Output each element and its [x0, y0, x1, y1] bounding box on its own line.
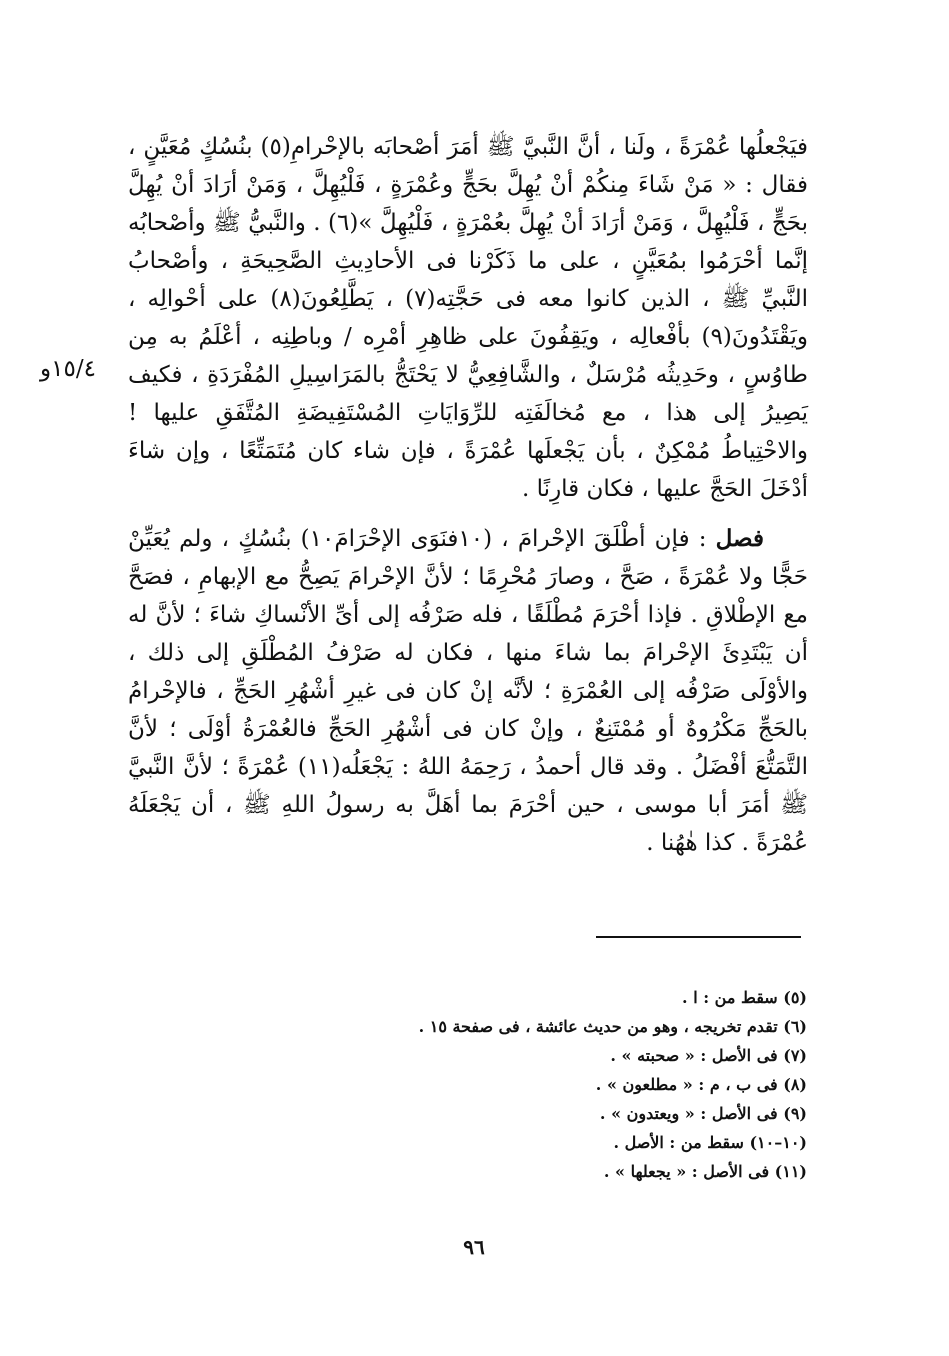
footnotes	[300, 983, 807, 1186]
footnote-10: (١٠–١٠) سقط من : الأصل .	[613, 1133, 807, 1152]
paragraph-2-text: : فإن أطْلَقَ الإحْرامَ ، (١٠فنَوَى الإحْرَامَ١٠) بنُسُكٍ ، ولم يُعَيِّنْ حَجًّا ولا عُمْرَةً ، صَحَّ ، وصارَ مُحْرِمًا ؛ لأنَّ الإحْرامَ يَصِحُّ مع الإبهامِ ، فصَحَّ مع الإطْلاقِ . فإذا أحْرَمَ مُطْلَقًا ، فله صَرْفُه إلى أىِّ الأنْساكِ شاءَ ؛ لأنَّ له أن يَبْتَدِئَ الإحْرامَ بما شاءَ منها ، فكان له صَرْفُ المُطْلَقِ إلى ذلك ، والأوْلَى صَرْفُه إلى العُمْرَةِ ؛ لأنَّه إنْ كان فى غيرِ أشْهُرِ الحَجِّ ، فالإحْرامُ بالحَجِّ مَكْرُوهٌ أو مُمْتَنِعٌ ، وإنْ كان فى أشْهُرِ الحَجِّ فالعُمْرَةُ أوْلَى ؛ لأنَّ التَّمَتُّعَ أفْضَلُ . وقد قال أحمدُ ، رَحِمَهُ اللهُ : يَجْعَلُه(١١) عُمْرَةً ؛ لأنَّ النَّبيَّ ﷺ أمَرَ أبا موسى ، حين أحْرَمَ بما أهَلَّ به رسولُ اللهِ ﷺ ، أن يَجْعَلَهُ عُمْرَةً . كذا هٰهُنا .	[128, 526, 809, 856]
footnote-5: (٥) سقط من : ا .	[682, 988, 807, 1007]
main-text	[128, 128, 808, 862]
page-number: ٩٦	[463, 1235, 485, 1259]
footnote-9: (٩) فى الأصل : « ويعتدون » .	[599, 1104, 807, 1123]
section-heading-fasl: فصل	[715, 525, 764, 552]
footnote-6: (٦) تقدم تخريجه ، وهو من حديث عائشة ، فى صفحة ١٥ .	[418, 1017, 807, 1036]
margin-folio-note: ١٥/٤و	[40, 356, 96, 382]
footnote-7: (٧) فى الأصل : « صحبته » .	[610, 1046, 807, 1065]
paragraph-1: فيَجْعلُها عُمْرَةً ، ولَنا ، أنَّ النَّبيَّ ﷺ أمَرَ أصْحابَه بالإحْرامِ(٥) بنُسُكٍ مُعَيَّنٍ ، فقال : « مَنْ شَاءَ مِنكُمْ أنْ يُهِلَّ بحَجٍّ وعُمْرَةٍ ، فَلْيُهِلَّ ، وَمَنْ أرَادَ أنْ يُهِلَّ بحَجٍّ ، فَلْيُهِلَّ ، وَمَنْ أرَادَ أنْ يُهِلَّ بعُمْرَةٍ ، فَلْيُهِلَّ »(٦) . والنَّبيُّ ﷺ وأصْحابُه إنَّما أحْرَمُوا بمُعَيَّنٍ ، على ما ذَكَرْنا فى الأحادِيثِ الصَّحِيحَةِ ، وأصْحابُ النَّبيِّ ﷺ ، الذين كانوا معه فى حَجَّتِه(٧) ، يَطَّلِعُونَ(٨) على أحْوالِه ، ويَقْتَدُونَ(٩) بأفْعالِه ، ويَقِفُونَ على ظاهِرِ أمْرِه / وباطِنِه ، أعْلَمُ به مِن طاوُسٍ ، وحَدِيثُه مُرْسَلٌ ، والشَّافِعِيُّ لا يَحْتَجُّ بالمَرَاسِيلِ المُفْرَدَةِ ، فكيف يَصِيرُ إلى هذا ، مع مُخالَفَتِه للرِّوَايَاتِ المُسْتَفِيضَةِ المُتَّفَقِ عليها ! والاحْتِياطُ مُمْكِنٌ ، بأن يَجْعلَها عُمْرَةً ، فإن شاء كان مُتَمَتِّعًا ، وإن شاءَ أدْخَلَ الحَجَّ عليها ، فكان قارِنًا .	[128, 134, 809, 502]
paragraph-2	[128, 520, 808, 862]
footnote-11: (١١) فى الأصل : « يجعلها » .	[603, 1162, 807, 1181]
footnote-8: (٨) فى ب ، م : « مطلعون » .	[595, 1075, 807, 1094]
footnote-separator	[596, 936, 801, 938]
